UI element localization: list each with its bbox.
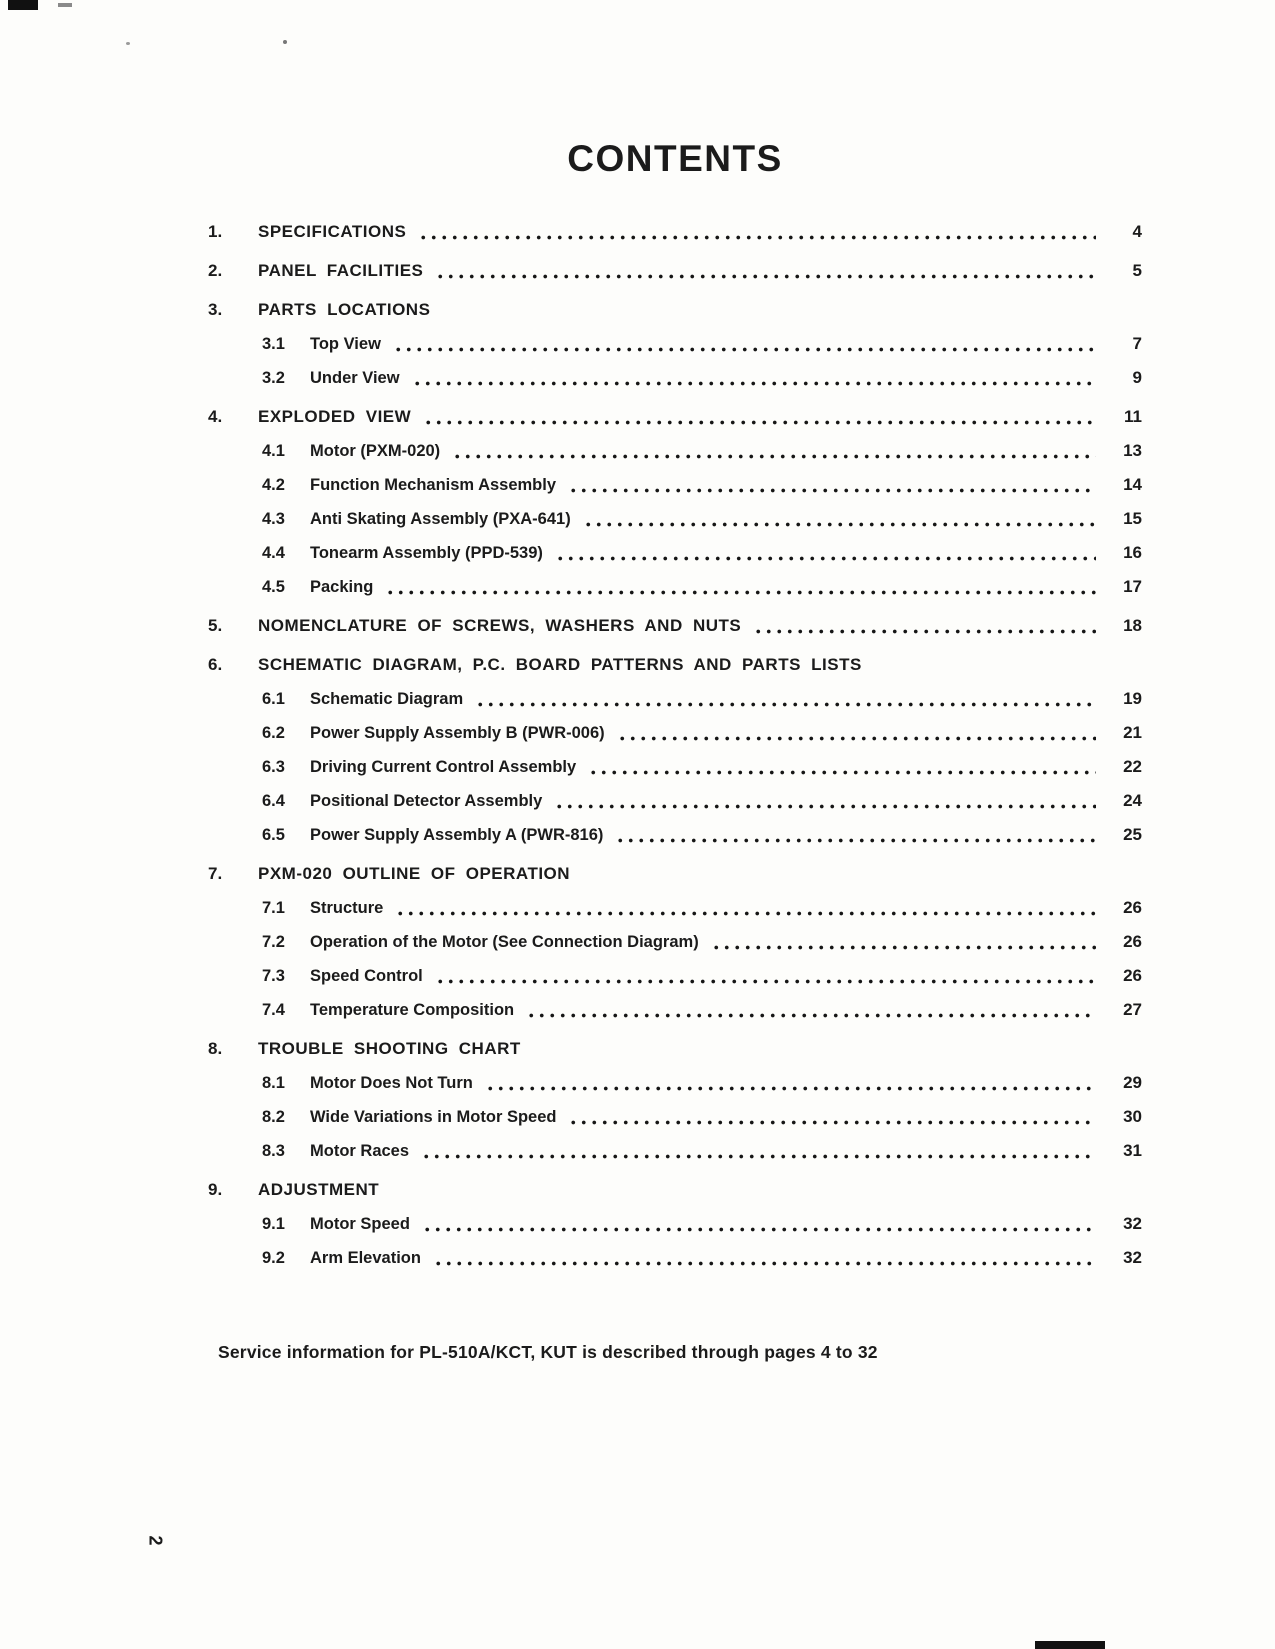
toc-entry-page: 32 <box>1123 1248 1142 1267</box>
toc-entry <box>208 857 1142 891</box>
toc-entry-number: 6.5 <box>262 826 285 844</box>
toc-entry-page: 13 <box>1123 441 1142 460</box>
toc-entry-label: Motor Speed <box>310 1215 410 1233</box>
toc-entry-page: 24 <box>1123 791 1142 810</box>
toc-entry-label: Positional Detector Assembly <box>310 792 543 810</box>
dot-leader <box>617 716 1096 750</box>
toc-entry-page: 21 <box>1123 723 1142 742</box>
toc-entry-number: 4.1 <box>262 442 285 460</box>
toc-entry-page: 14 <box>1123 475 1142 494</box>
dot-leader <box>568 468 1096 502</box>
toc-entry <box>208 215 1142 249</box>
toc-entry-label: Schematic Diagram <box>310 690 464 708</box>
toc-entry-number: 9. <box>208 1180 223 1199</box>
toc-entry-page: 18 <box>1123 616 1142 635</box>
toc-entry-label: Temperature Composition <box>310 1001 515 1019</box>
scan-artifact <box>283 40 287 44</box>
toc-entry-page: 32 <box>1123 1214 1142 1233</box>
toc-entry <box>208 468 1142 502</box>
toc-entry-number: 7.2 <box>262 933 285 951</box>
toc-entry <box>208 648 1142 682</box>
toc-entry-label: Anti Skating Assembly (PXA-641) <box>310 510 571 528</box>
toc-entry-page: 22 <box>1123 757 1142 776</box>
toc-entry-number: 8.1 <box>262 1074 285 1092</box>
toc-entry-number: 4. <box>208 407 223 426</box>
dot-leader <box>435 254 1096 288</box>
toc-entry-label: Motor (PXM-020) <box>310 442 441 460</box>
toc-entry-number: 1. <box>208 222 223 241</box>
scan-artifact <box>8 0 38 10</box>
toc-entry-label: Power Supply Assembly A (PWR-816) <box>310 826 604 844</box>
dot-leader <box>583 502 1096 536</box>
footer-note: Service information for PL-510A/KCT, KUT is described through pages 4 to 32 <box>218 1342 878 1362</box>
toc-entry-label: Tonearm Assembly (PPD-539) <box>310 544 543 562</box>
page-title: CONTENTS <box>567 138 783 179</box>
dot-leader <box>526 993 1096 1027</box>
dot-leader <box>385 570 1096 604</box>
toc-entry <box>208 327 1142 361</box>
dot-leader <box>452 434 1096 468</box>
toc-entry <box>208 993 1142 1027</box>
toc-entry-number: 6.4 <box>262 792 285 810</box>
toc-entry-label: NOMENCLATURE OF SCREWS, WASHERS AND NUTS <box>258 616 742 635</box>
toc-entry <box>208 609 1142 643</box>
dot-leader <box>393 327 1096 361</box>
toc-entry-label: PXM-020 OUTLINE OF OPERATION <box>258 864 571 883</box>
toc-entry-number: 7. <box>208 864 223 883</box>
toc-entry-page: 27 <box>1123 1000 1142 1019</box>
toc-entry <box>208 400 1142 434</box>
toc-entry-number: 8.3 <box>262 1142 285 1160</box>
toc-entry-page: 25 <box>1123 825 1142 844</box>
toc-entry <box>208 925 1142 959</box>
toc-entry-label: Function Mechanism Assembly <box>310 476 557 494</box>
toc-entry-page: 31 <box>1123 1141 1142 1160</box>
toc-entry <box>208 716 1142 750</box>
toc-entry-number: 6. <box>208 655 223 674</box>
dot-leader <box>433 1241 1096 1275</box>
dot-leader <box>475 682 1096 716</box>
toc-entry-label: SCHEMATIC DIAGRAM, P.C. BOARD PATTERNS AND PARTS LISTS <box>258 655 862 674</box>
dot-leader <box>422 1207 1096 1241</box>
scan-artifact <box>126 42 130 45</box>
toc-entry-number: 6.1 <box>262 690 285 708</box>
toc-entry-page: 7 <box>1132 334 1142 353</box>
toc-entry <box>208 361 1142 395</box>
dot-leader <box>395 891 1096 925</box>
toc-entry <box>208 750 1142 784</box>
toc-entry-page: 4 <box>1132 222 1142 241</box>
scan-artifact <box>1035 1641 1105 1649</box>
toc-entry-page: 5 <box>1132 261 1142 280</box>
toc-entry-page: 30 <box>1123 1107 1142 1126</box>
toc-entry-label: PANEL FACILITIES <box>258 261 424 280</box>
toc-entry <box>208 434 1142 468</box>
toc-entry <box>208 502 1142 536</box>
toc-entry-label: Packing <box>310 578 374 596</box>
toc-entry <box>208 1134 1142 1168</box>
toc-entry-label: Motor Does Not Turn <box>310 1074 473 1092</box>
toc-entry-page: 17 <box>1123 577 1142 596</box>
toc-entry-label: Under View <box>310 369 400 387</box>
toc-entry-number: 2. <box>208 261 223 280</box>
toc-entry-page: 29 <box>1123 1073 1142 1092</box>
toc-entry-number: 6.3 <box>262 758 285 776</box>
dot-leader <box>588 750 1096 784</box>
toc-entry-number: 4.5 <box>262 578 285 596</box>
toc-entry-number: 9.1 <box>262 1215 285 1233</box>
toc-entry <box>208 1100 1142 1134</box>
dot-leader <box>555 536 1096 570</box>
toc-entry <box>208 1066 1142 1100</box>
toc-entry <box>208 254 1142 288</box>
toc-entry <box>208 536 1142 570</box>
dot-leader <box>421 1134 1096 1168</box>
dot-leader <box>423 400 1096 434</box>
toc-entry-number: 5. <box>208 616 223 635</box>
toc-entry-label: TROUBLE SHOOTING CHART <box>258 1039 521 1058</box>
dot-leader <box>615 818 1096 852</box>
toc-entry-label: PARTS LOCATIONS <box>258 300 431 319</box>
toc-entry-label: Driving Current Control Assembly <box>310 758 577 776</box>
toc-entry-label: EXPLODED VIEW <box>258 407 412 426</box>
toc-entry-label: SPECIFICATIONS <box>258 222 407 241</box>
toc-entry <box>208 1032 1142 1066</box>
toc-entry-number: 7.1 <box>262 899 285 917</box>
page-number: 2 <box>145 1535 166 1546</box>
toc-entry-label: Speed Control <box>310 967 423 985</box>
toc-entry-number: 3. <box>208 300 223 319</box>
toc-entry-number: 8. <box>208 1039 223 1058</box>
toc-entry <box>208 570 1142 604</box>
dot-leader <box>554 784 1096 818</box>
dot-leader <box>485 1066 1096 1100</box>
toc-entry-label: Power Supply Assembly B (PWR-006) <box>310 724 605 742</box>
toc-entry-page: 26 <box>1123 898 1142 917</box>
toc-entry-label: Top View <box>310 335 381 353</box>
dot-leader <box>753 609 1096 643</box>
toc-entry-number: 8.2 <box>262 1108 285 1126</box>
dot-leader <box>435 959 1096 993</box>
toc-entry <box>208 1207 1142 1241</box>
toc-entry-number: 6.2 <box>262 724 285 742</box>
toc-entry <box>208 784 1142 818</box>
toc-entry-page: 9 <box>1132 368 1142 387</box>
toc-entry-page: 19 <box>1123 689 1142 708</box>
toc-entry <box>208 1173 1142 1207</box>
toc-entry-number: 7.3 <box>262 967 285 985</box>
toc-entry-label: Arm Elevation <box>310 1249 421 1267</box>
toc-entry-label: Operation of the Motor (See Connection Diagram) <box>310 933 699 951</box>
toc-entry <box>208 1241 1142 1275</box>
dot-leader <box>711 925 1096 959</box>
toc-entry-page: 26 <box>1123 932 1142 951</box>
toc-entry-label: ADJUSTMENT <box>258 1180 380 1199</box>
dot-leader <box>412 361 1096 395</box>
dot-leader <box>418 215 1096 249</box>
toc-entry-number: 3.2 <box>262 369 285 387</box>
toc-entry-number: 3.1 <box>262 335 285 353</box>
toc-entry <box>208 959 1142 993</box>
toc-entry-page: 16 <box>1123 543 1142 562</box>
dot-leader <box>568 1100 1096 1134</box>
toc-entry-label: Motor Races <box>310 1142 410 1160</box>
toc-entry-number: 4.3 <box>262 510 285 528</box>
toc-entry <box>208 682 1142 716</box>
toc-entry <box>208 818 1142 852</box>
toc-entry <box>208 293 1142 327</box>
toc-entry-page: 15 <box>1123 509 1142 528</box>
toc-entry-label: Wide Variations in Motor Speed <box>310 1108 557 1126</box>
toc-entry-number: 4.4 <box>262 544 285 562</box>
toc-entry-number: 7.4 <box>262 1001 285 1019</box>
toc-entry-label: Structure <box>310 899 384 917</box>
toc-entry-number: 9.2 <box>262 1249 285 1267</box>
table-of-contents <box>208 210 1142 1275</box>
toc-entry <box>208 891 1142 925</box>
toc-entry-page: 11 <box>1124 407 1142 426</box>
toc-entry-number: 4.2 <box>262 476 285 494</box>
toc-entry-page: 26 <box>1123 966 1142 985</box>
scan-artifact <box>58 3 72 7</box>
